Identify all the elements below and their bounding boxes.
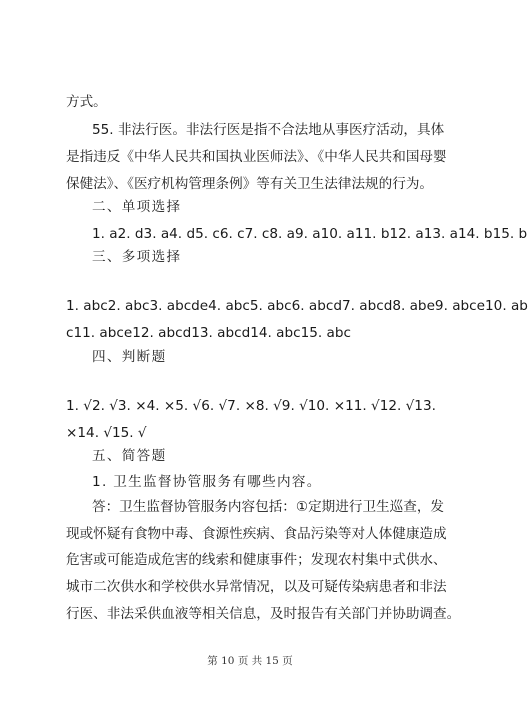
section-heading: 三、多项选择 <box>92 249 182 265</box>
text-line: 55. 非法行医。非法行医是指不合法地从事医疗活动，具体 <box>92 122 445 138</box>
text-line: 危害或可能造成危害的线索和健康事件；发现农村集中式供水、 <box>66 552 447 568</box>
section-heading: 二、单项选择 <box>92 199 182 215</box>
answer-line: 1. √2. √3. ×4. ×5. √6. √7. ×8. √9. √10. ×11. √12. √13. <box>66 398 436 414</box>
section-heading: 五、简答题 <box>92 448 167 464</box>
text-line: 保健法》、《医疗机构管理条例》等有关卫生法律法规的行为。 <box>66 176 434 192</box>
answer-line: ×14. √15. √ <box>66 425 147 441</box>
section-heading: 四、判断题 <box>92 349 167 365</box>
answer-line: c11. abce12. abcd13. abcd14. abc15. abc <box>66 325 351 341</box>
text-line: 现或怀疑有食物中毒、食源性疾病、食品污染等对人体健康造成 <box>66 526 447 542</box>
text-line: 答：卫生监督协管服务内容包括：①定期进行卫生巡查，发 <box>92 499 445 515</box>
page-footer: 第 10 页 共 15 页 <box>207 655 293 667</box>
text-line: 城市二次供水和学校供水异常情况，以及可疑传染病患者和非法 <box>66 579 447 595</box>
answer-line: 1. abc2. abc3. abcde4. abc5. abc6. abcd7. abcd8. abe9. abce10. ab <box>66 298 528 314</box>
text-line: 是指违反《中华人民共和国执业医师法》、《中华人民共和国母婴 <box>66 149 447 165</box>
text-line: 方式。 <box>66 94 107 110</box>
answer-line: 1. a2. d3. a4. d5. c6. c7. c8. a9. a10. a11. b12. a13. a14. b15. b <box>92 226 528 242</box>
question-line: 1. 卫生监督协管服务有哪些内容。 <box>92 474 322 490</box>
text-line: 行医、非法采供血液等相关信息，及时报告有关部门并协助调查。 <box>66 606 461 622</box>
